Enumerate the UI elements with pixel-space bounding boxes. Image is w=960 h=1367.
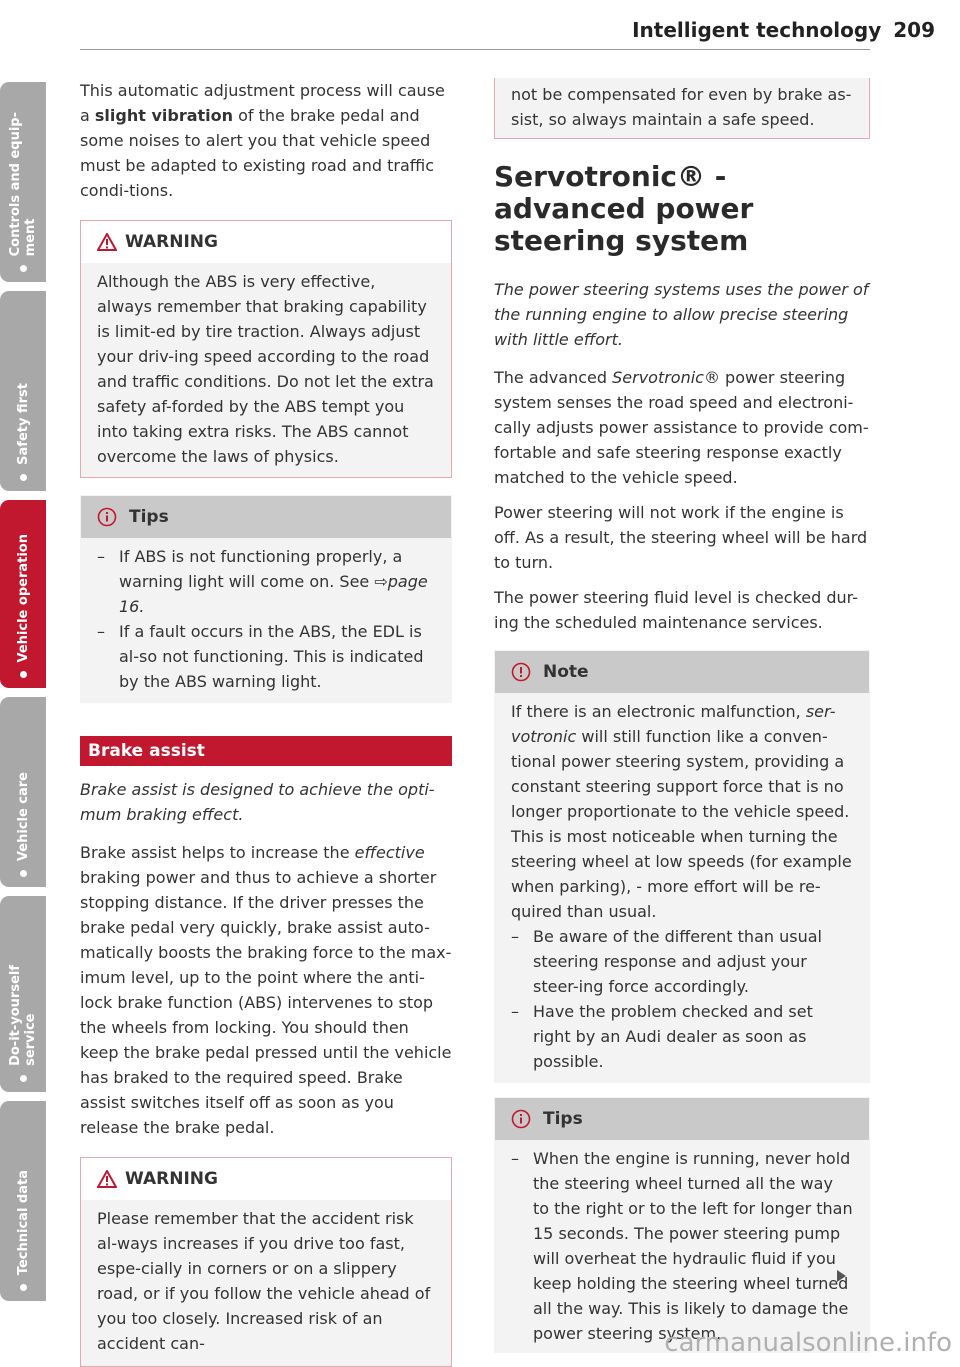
tab-vehicle-care[interactable] [0,697,46,887]
tip-text: If a fault occurs in the ABS, the EDL is al-so not functioning. This is indicated by the ABS warning light. [119,622,424,691]
servotronic-intro: The power steering systems uses the power of the running engine to allow precise steering with little effort. [494,280,869,349]
watermark: carmanualsonline.info [664,1328,952,1358]
warning-head [81,221,451,263]
list-item: – If ABS is not functioning properly, a warning light will come on. See ⇨page 16. [97,547,428,616]
tips-list [97,544,435,694]
tab-dot-icon [20,870,27,877]
tab-dot-icon [20,1075,27,1082]
page-number: 209 [893,18,935,42]
intro-bold: slight vibration [94,106,234,125]
warning-label: WARNING [125,1169,218,1189]
note-text-start: If there is an electronic malfunction, [511,702,806,721]
warning-head [81,1158,451,1200]
left-column [80,78,452,1367]
intro-text-rest: of the brake pedal and some noises to alert you that vehicle speed must be adapted to existing road and traffic condi-tions. [80,106,435,200]
warning-body [81,1200,451,1366]
body-text-rest: braking power and thus to achieve a shorter stopping distance. If the driver presses the brake pedal very quickly, brake assist auto-matically boosts the braking force to the max-imum level, up to the point where the anti-lock brake function (ABS) intervenes to stop the wheels from locking. You should then keep the brake pedal pressed until the vehicle has braked to the required speed. Brake assist switches itself off as soon as you release the brake pedal. [80,868,452,1137]
note-label: Note [543,662,589,682]
info-icon [97,507,117,527]
section-title: Brake assist [88,741,205,761]
servotronic-heading: Servotronic® - advanced power steering system [494,160,754,257]
tab-technical-data[interactable] [0,1101,46,1301]
tips-head [495,1098,869,1140]
tips-box-abs [80,495,452,703]
tab-dot-icon [20,474,27,481]
brake-assist-body [80,840,452,1140]
warning-body [81,263,451,477]
note-head [495,651,869,693]
section-heading-brake-assist [80,736,452,766]
servotronic-paragraph-2: Power steering will not work if the engine is off. As a result, the steering wheel will be hard to turn. [494,503,868,572]
tips-box-steering [494,1097,870,1353]
servotronic-paragraph-1 [494,365,870,490]
body-text: The advanced [494,368,613,387]
body-emphasis: Servotronic® [612,368,720,387]
body-emphasis: effective [354,843,425,862]
list-item: – Be aware of the different than usual steering response and adjust your steer-ing force accordingly. [511,927,822,996]
tips-body [81,538,451,702]
note-text [511,699,853,924]
tab-safety-first[interactable] [0,291,46,491]
list-item: – Have the problem checked and set right by an Audi dealer as soon as possible. [511,1002,813,1071]
tab-label: Vehicle care [15,771,31,861]
note-list [511,924,853,1074]
warning-text: Although the ABS is very effective, always remember that braking capability is limit-ed by tire traction. Always adjust your driv-ing speed according to the road and traffic conditions. Do not let the extra safety af-forded by the ABS tempt you into taking extra risks. The ABS cannot overcome the laws of physics. [97,272,434,466]
note-item-text: Have the problem checked and set right by an Audi dealer as soon as possible. [533,1002,813,1071]
body-text-rest: power steering system senses the road speed and electroni-cally adjusts power assistance to provide com-fortable and safe steering response exactly matched to the vehicle speed. [494,368,869,487]
header-title: Intelligent technology [632,18,882,42]
warning-box-abs [80,220,452,478]
tips-list [511,1146,853,1346]
tab-label: Safety first [15,383,31,465]
list-item: – If a fault occurs in the ABS, the EDL is al-so not functioning. This is indicated by the ABS warning light. [97,622,424,691]
warning-label: WARNING [125,232,218,252]
note-exclamation-icon [511,662,531,682]
note-item-text: Be aware of the different than usual steering response and adjust your steer-ing force accordingly. [533,927,822,996]
brake-assist-intro: Brake assist is designed to achieve the opti-mum braking effect. [80,780,435,824]
tab-dot-icon [20,265,27,272]
warning-continued-text: not be compensated for even by brake as-sist, so always maintain a safe speed. [511,85,852,129]
tips-label: Tips [543,1109,583,1129]
header-rule [80,49,870,50]
tab-label: Vehicle operation [15,533,31,662]
note-box [494,650,870,1083]
warning-triangle-icon [97,1170,117,1188]
tab-controls-and-equipment[interactable] [0,82,46,282]
tip-text: If ABS is not functioning properly, a warning light will come on. See [119,547,403,591]
warning-box-accident [80,1157,452,1367]
continue-arrow-icon [837,1270,846,1282]
tips-head [81,496,451,538]
note-body [495,693,869,1082]
right-column [494,78,870,1353]
left-intro-paragraph [80,78,452,203]
note-emphasis: ser-votronic [511,702,836,746]
tab-label: Controls and equip- ment [8,111,38,256]
tab-vehicle-operation[interactable] [0,500,46,688]
page-reference-link[interactable]: ⇨page 16. [119,572,428,616]
tab-do-it-yourself-service[interactable] [0,896,46,1092]
intro-text: This automatic adjustment process will cause a [80,81,445,125]
tab-label: Technical data [15,1169,31,1275]
list-item: – When the engine is running, never hold the steering wheel turned all the way to the right or to the left for longer than 15 seconds. The power steering pump will overheat the hydraulic fluid if you keep holding the steering wheel turned all the way. This is likely to damage the power steering system. [511,1149,853,1343]
tab-dot-icon [20,671,27,678]
info-icon [511,1109,531,1129]
tips-label: Tips [129,507,169,527]
warning-triangle-icon [97,233,117,251]
tab-dot-icon [20,1284,27,1291]
servotronic-paragraph-3: The power steering fluid level is checked dur-ing the scheduled maintenance services. [494,588,858,632]
page-header [480,18,935,42]
warning-text: Please remember that the accident risk al-ways increases if you drive too fast, espe-cially in corners or on a slippery road, or if you follow the vehicle ahead of you too closely. Increased risk of an accident can- [97,1209,431,1353]
note-text-rest: will still function like a conven-tional power steering system, providing a constant steering support force that is no longer proportionate to the vehicle speed. This is most noticeable when turning the steering wheel at low speeds (for example when parking), - more effort will be re-quired than usual. [511,727,852,921]
warning-continued-box [494,78,870,139]
body-text: Brake assist helps to increase the [80,843,355,862]
tab-label: Do-it-yourself service [8,965,38,1066]
tip-text: When the engine is running, never hold the steering wheel turned all the way to the right or to the left for longer than 15 seconds. The power steering pump will overheat the hydraulic fluid if you keep holding the steering wheel turned all the way. This is likely to damage the power steering system. [533,1149,853,1343]
tips-body [495,1140,869,1352]
